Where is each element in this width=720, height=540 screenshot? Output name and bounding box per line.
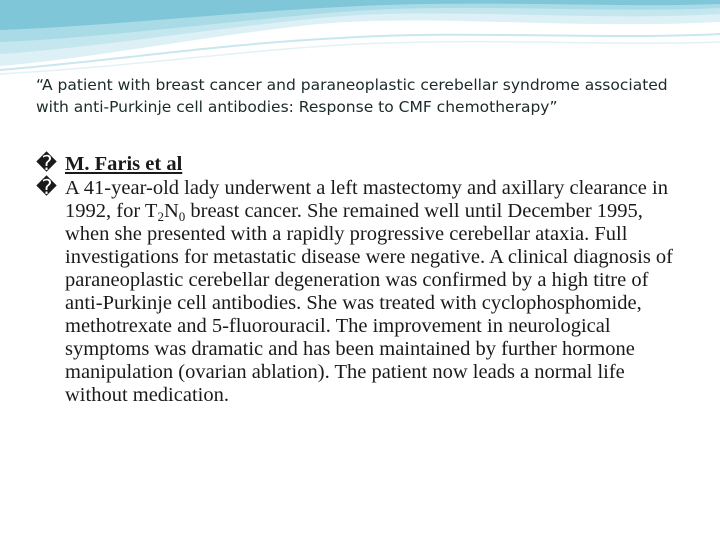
slide-body: [36, 153, 686, 407]
case-text-part: N: [163, 200, 179, 222]
header-wave-decoration: [0, 0, 720, 80]
case-text-part: A 41-year-old lady underwent a left mastectomy and axillary clearance in 1992, for T: [65, 177, 668, 222]
bullet-icon: �: [36, 153, 58, 175]
case-text-part: breast cancer. She remained well until December 1995, when she presented with a rapidly progressive cerebellar ataxia. Full investigations for metastatic disease were negative. A clinical diagnosis of paraneoplastic cerebellar degeneration was confirmed by a high titre of anti-Purkinje cell antibodies. She was treated with cyclophosphomide, methotrexate and 5-fluorouracil. The improvement in neurological symptoms was dramatic and has been maintained by further hormone manipulation (ovarian ablation). The patient now leads a normal life without medication.: [65, 200, 673, 406]
author-line: [36, 153, 686, 176]
author-name: M. Faris et al: [65, 153, 183, 175]
stage-t-subscript: 2: [157, 209, 164, 224]
bullet-icon: �: [36, 177, 58, 199]
slide-title: “A patient with breast cancer and paraneoplastic cerebellar syndrome associated with anti-Purkinje cell antibodies: Response to CMF chemotherapy”: [36, 76, 668, 116]
stage-n-subscript: 0: [178, 209, 186, 224]
case-paragraph: [36, 177, 686, 407]
